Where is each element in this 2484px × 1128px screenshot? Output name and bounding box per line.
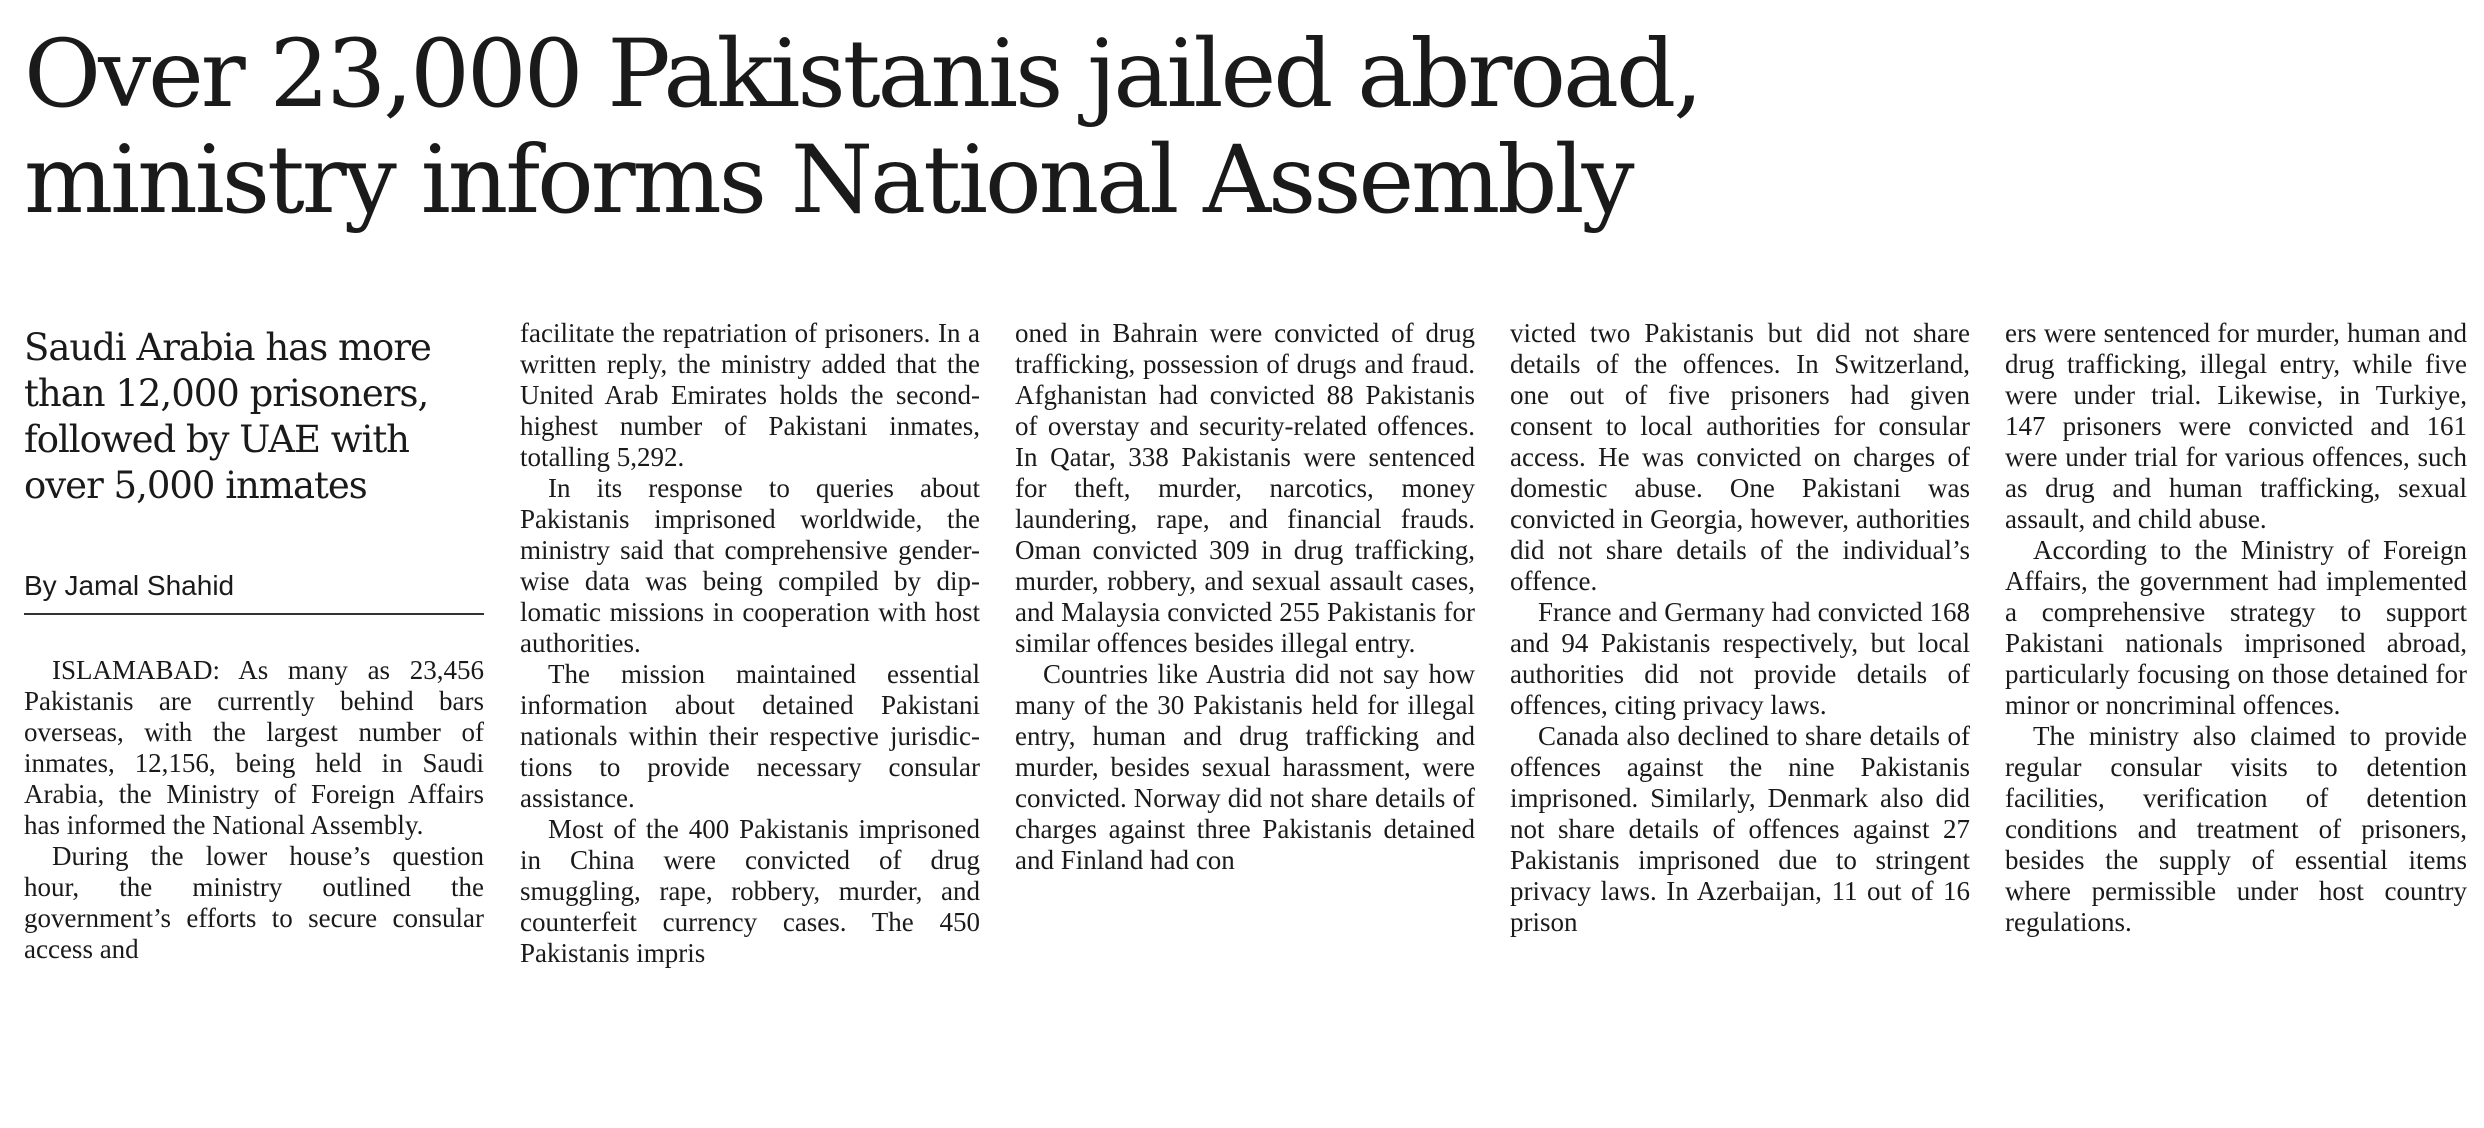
paragraph: oned in Bahrain were convicted of drug trafficking, possession of drugs and fraud. Afghanistan had convicted 88 Pakistanis of overstay and security-related offences. In Qatar, 338 Pakistanis were sentenced for theft, murder, narcotics, money laundering, rape, and financial frauds. Oman convicted 309 in drug trafficking, murder, robbery, and sexual assault cases, and Malaysia convicted 255 Pakistanis for similar offences besides illegal entry. [1015, 318, 1475, 658]
paragraph: Countries like Austria did not say how many of the 30 Pakistanis held for illegal entry, human and drug trafficking and murder, besides sexual harassment, were convicted. Norway did not share details of charges against three Pakistanis detained and Finland had con [1015, 659, 1475, 875]
article-column-1 [24, 325, 484, 965]
paragraph: France and Germany had convicted 168 and 94 Pakistanis respectively, but local authorities did not provide details of offences, citing privacy laws. [1510, 597, 1970, 720]
article-column-5 [2005, 318, 2467, 938]
paragraph: According to the Ministry of Foreign Affairs, the government had implemented a comprehensive strategy to support Pakistani nationals imprisoned abroad, particularly focusing on those detained for minor or noncriminal offences. [2005, 535, 2467, 720]
paragraph: victed two Pakistanis but did not share details of the offences. In Switzerland, one out of five prisoners had given consent to local authorities for consular access. He was convicted on charges of domestic abuse. One Pakistani was convicted in Georgia, however, authorities did not share details of the individual’s offence. [1510, 318, 1970, 596]
byline: By Jamal Shahid [24, 569, 484, 615]
headline [24, 22, 2464, 234]
paragraph: The ministry also claimed to provide regular consular visits to detention facilities, verification of detention conditions and treatment of prisoners, besides the supply of essential items where permissible under host country regulations. [2005, 721, 2467, 937]
headline-line-2: ministry informs National Assembly [24, 126, 1632, 235]
paragraph: ers were sentenced for murder, human and drug trafficking, illegal entry, while five were under trial. Likewise, in Turkiye, 147 prisoners were convicted and 161 were under trial for various offences, such as drug and human trafficking, sexual assault, and child abuse. [2005, 318, 2467, 534]
paragraph: ISLAMABAD: As many as 23,456 Pakistanis are currently behind bars overseas, with the largest number of inmates, 12,156, being held in Saudi Arabia, the Ministry of Foreign Affairs has informed the National Assembly. [24, 655, 484, 840]
paragraph: facilitate the repatriation of prisoners. In a written reply, the ministry added that the United Arab Emirates holds the secondhighest number of Pakistani inmates, totalling 5,292. [520, 318, 980, 472]
article-column-4 [1510, 318, 1970, 938]
headline-line-1: Over 23,000 Pakistanis jailed abroad, [24, 20, 1701, 129]
paragraph: Canada also declined to share details of offences against the nine Pakistanis imprisoned. Similarly, Denmark also did not share details of offences against 27 Pakistanis imprisoned due to stringent privacy laws. In Azerbaijan, 11 out of 16 prison [1510, 721, 1970, 937]
paragraph: In its response to queries about Pakistanis imprisoned worldwide, the ministry said that comprehensive gender-wise data was being compiled by diplomatic missions in cooperation with host authorities. [520, 473, 980, 658]
paragraph: During the lower house’s question hour, the ministry outlined the government’s efforts to secure consular access and [24, 841, 484, 964]
subhead: Saudi Arabia has more than 12,000 prisoners, followed by UAE with over 5,000 inmates [24, 326, 431, 507]
paragraph: The mission maintained essential information about detained Pakistani nationals within their respective jurisdictions to provide necessary consular assistance. [520, 659, 980, 813]
paragraph: Most of the 400 Pakistanis imprisoned in China were convicted of drug smuggling, rape, robbery, murder, and counterfeit currency cases. The 450 Pakistanis impris [520, 814, 980, 968]
article-column-3 [1015, 318, 1475, 876]
article-column-2 [520, 318, 980, 969]
